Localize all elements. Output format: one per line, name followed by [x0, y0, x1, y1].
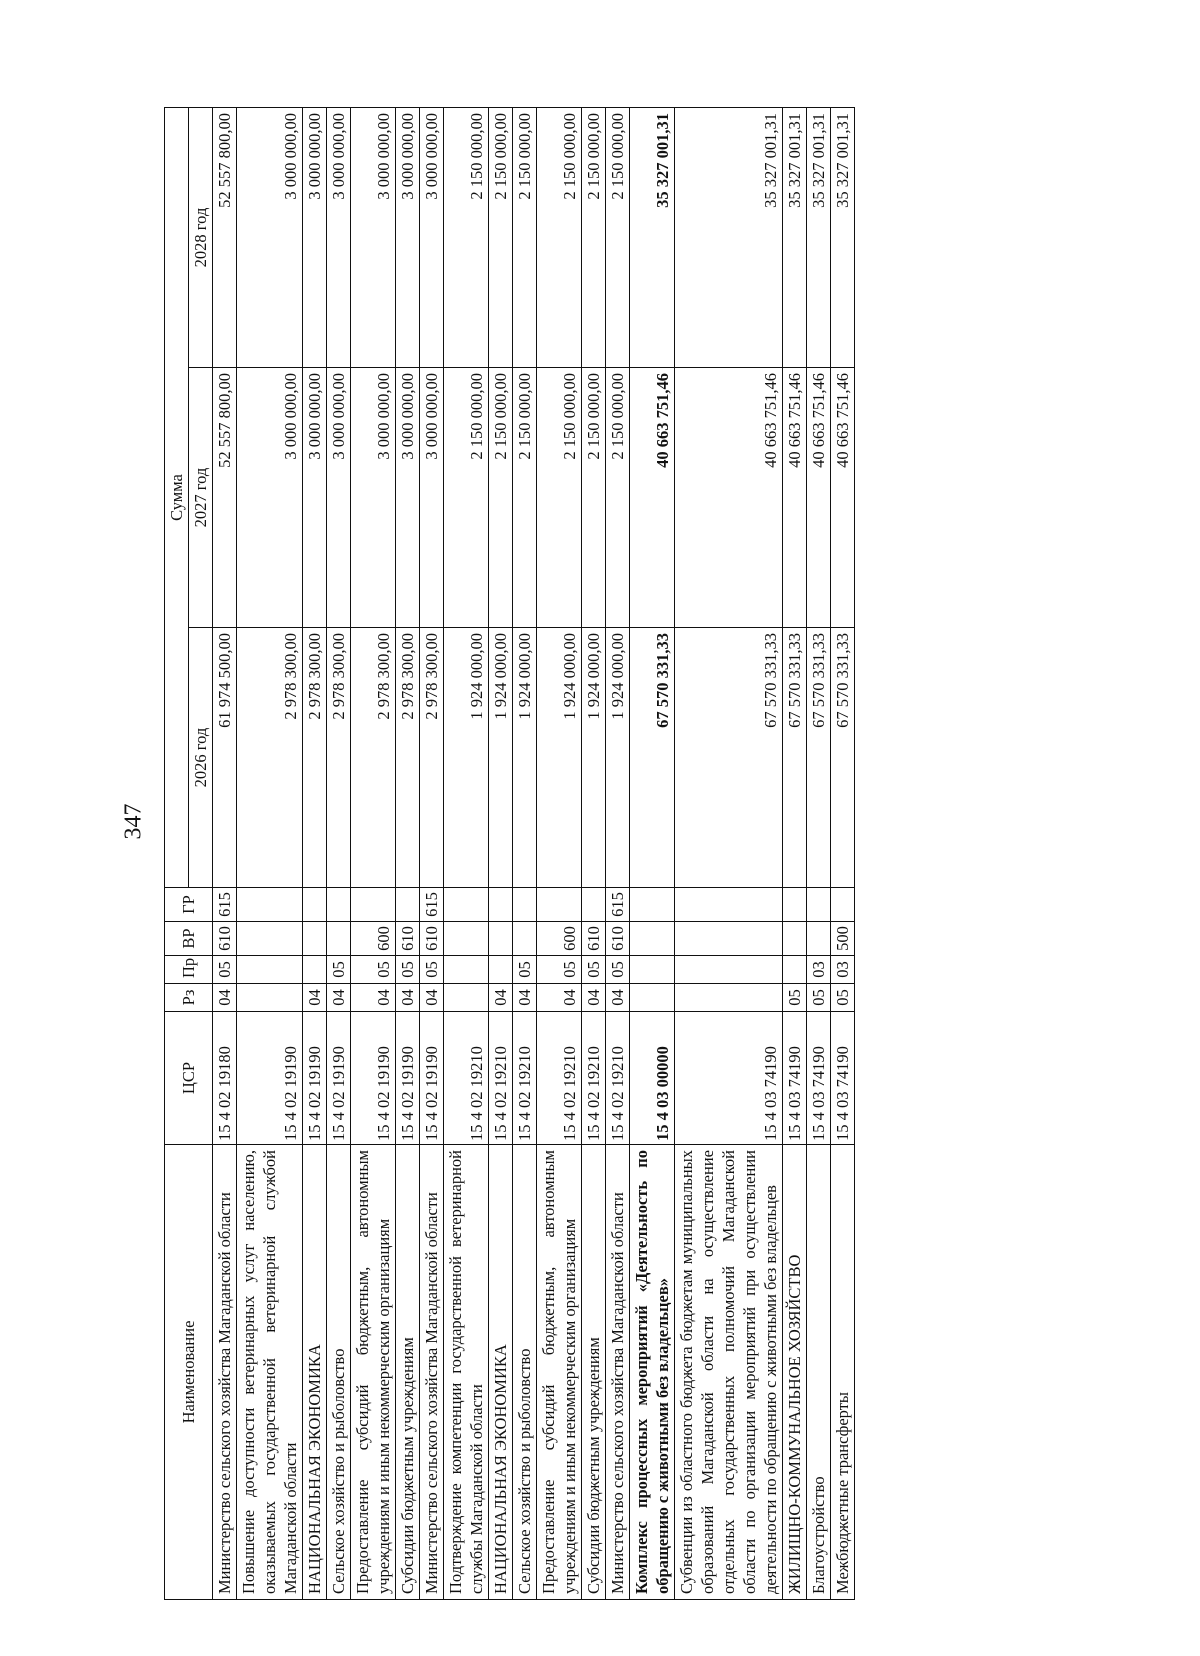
- cell-name: НАЦИОНАЛЬНАЯ ЭКОНОМИКА: [303, 1145, 327, 1600]
- cell-2026: 67 570 331,33: [831, 628, 855, 888]
- header-gr: ГР: [165, 888, 213, 922]
- cell-2028: 52 557 800,00: [213, 107, 237, 367]
- cell-csr: 15 4 02 19190: [303, 1012, 327, 1145]
- cell-name: Министерство сельского хозяйства Магаданской области: [213, 1145, 237, 1600]
- cell-2026: 2 978 300,00: [303, 628, 327, 888]
- cell-pr: [444, 956, 489, 984]
- cell-csr: 15 4 03 74190: [675, 1012, 783, 1145]
- cell-rz: [237, 984, 303, 1012]
- cell-2027: 3 000 000,00: [396, 368, 420, 628]
- cell-vr: [675, 922, 783, 956]
- cell-csr: 15 4 02 19190: [327, 1012, 351, 1145]
- cell-2027: 2 150 000,00: [537, 368, 582, 628]
- header-csr: ЦСР: [165, 1012, 213, 1145]
- cell-gr: [327, 888, 351, 922]
- cell-csr: 15 4 02 19190: [396, 1012, 420, 1145]
- budget-sheet: [164, 84, 1114, 1600]
- table-row: [327, 107, 351, 1599]
- cell-csr: 15 4 02 19180: [213, 1012, 237, 1145]
- cell-gr: [444, 888, 489, 922]
- cell-name: Субвенции из областного бюджета бюджетам муниципальных образований Магаданской области на осуществление отдельных государственных полномочий Магаданской области по организации мероприятий при осуществлении деятельности по обращению с животными без владельцев: [675, 1145, 783, 1600]
- table-row: [351, 107, 396, 1599]
- table-row: [582, 107, 606, 1599]
- cell-rz: 04: [606, 984, 630, 1012]
- cell-2026: 1 924 000,00: [513, 628, 537, 888]
- header-sum: Сумма: [165, 107, 189, 887]
- table-row: [675, 107, 783, 1599]
- cell-vr: 610: [420, 922, 444, 956]
- cell-name: Министерство сельского хозяйства Магаданской области: [420, 1145, 444, 1600]
- cell-2028: 2 150 000,00: [582, 107, 606, 367]
- cell-rz: 05: [807, 984, 831, 1012]
- cell-csr: 15 4 02 19190: [351, 1012, 396, 1145]
- cell-2028: 2 150 000,00: [537, 107, 582, 367]
- cell-name: НАЦИОНАЛЬНАЯ ЭКОНОМИКА: [489, 1145, 513, 1600]
- cell-pr: 05: [582, 956, 606, 984]
- cell-gr: [351, 888, 396, 922]
- cell-rz: 04: [537, 984, 582, 1012]
- cell-rz: 04: [420, 984, 444, 1012]
- cell-2026: 2 978 300,00: [351, 628, 396, 888]
- cell-gr: [831, 888, 855, 922]
- cell-2026: 1 924 000,00: [444, 628, 489, 888]
- table-row: [489, 107, 513, 1599]
- table-row: [213, 107, 237, 1599]
- table-row: [606, 107, 630, 1599]
- cell-2027: 3 000 000,00: [351, 368, 396, 628]
- cell-2027: 52 557 800,00: [213, 368, 237, 628]
- cell-rz: 04: [213, 984, 237, 1012]
- cell-2028: 35 327 001,31: [807, 107, 831, 367]
- cell-2026: 67 570 331,33: [783, 628, 807, 888]
- table-row: [303, 107, 327, 1599]
- cell-name: Сельское хозяйство и рыболовство: [513, 1145, 537, 1600]
- cell-rz: [630, 984, 675, 1012]
- cell-2026: 61 974 500,00: [213, 628, 237, 888]
- cell-2026: 2 978 300,00: [327, 628, 351, 888]
- cell-2028: 3 000 000,00: [420, 107, 444, 367]
- header-2027: 2027 год: [189, 368, 213, 628]
- cell-gr: [582, 888, 606, 922]
- cell-2026: 1 924 000,00: [489, 628, 513, 888]
- cell-pr: [630, 956, 675, 984]
- cell-pr: 03: [807, 956, 831, 984]
- cell-csr: 15 4 02 19190: [237, 1012, 303, 1145]
- cell-2027: 40 663 751,46: [630, 368, 675, 628]
- cell-csr: 15 4 02 19210: [444, 1012, 489, 1145]
- cell-2028: 3 000 000,00: [396, 107, 420, 367]
- cell-rz: 04: [396, 984, 420, 1012]
- table-row: [396, 107, 420, 1599]
- cell-pr: 05: [420, 956, 444, 984]
- cell-rz: 04: [513, 984, 537, 1012]
- cell-2028: 35 327 001,31: [630, 107, 675, 367]
- cell-gr: 615: [213, 888, 237, 922]
- cell-gr: [537, 888, 582, 922]
- cell-pr: [237, 956, 303, 984]
- cell-pr: 03: [831, 956, 855, 984]
- cell-csr: 15 4 02 19210: [513, 1012, 537, 1145]
- table-body: [213, 107, 855, 1599]
- header-pr: Пр: [165, 956, 213, 984]
- cell-name: Повышение доступности ветеринарных услуг населению, оказываемых государственной ветеринарной службой Магаданской области: [237, 1145, 303, 1600]
- header-2028: 2028 год: [189, 107, 213, 367]
- cell-rz: 04: [303, 984, 327, 1012]
- cell-2027: 2 150 000,00: [489, 368, 513, 628]
- cell-gr: [237, 888, 303, 922]
- cell-vr: 500: [831, 922, 855, 956]
- cell-gr: [396, 888, 420, 922]
- cell-2027: 3 000 000,00: [237, 368, 303, 628]
- cell-name: Подтверждение компетенции государственной ветеринарной службы Магаданской области: [444, 1145, 489, 1600]
- cell-2028: 35 327 001,31: [783, 107, 807, 367]
- cell-gr: [489, 888, 513, 922]
- cell-vr: [303, 922, 327, 956]
- cell-vr: 610: [396, 922, 420, 956]
- cell-gr: [783, 888, 807, 922]
- header-vr: ВР: [165, 922, 213, 956]
- cell-2028: 3 000 000,00: [237, 107, 303, 367]
- cell-name: Сельское хозяйство и рыболовство: [327, 1145, 351, 1600]
- cell-2027: 2 150 000,00: [606, 368, 630, 628]
- cell-2026: 67 570 331,33: [630, 628, 675, 888]
- cell-csr: 15 4 03 74190: [783, 1012, 807, 1145]
- cell-csr: 15 4 02 19210: [582, 1012, 606, 1145]
- cell-2026: 2 978 300,00: [396, 628, 420, 888]
- table-row: [513, 107, 537, 1599]
- cell-pr: 05: [606, 956, 630, 984]
- cell-2027: 40 663 751,46: [831, 368, 855, 628]
- cell-2027: 3 000 000,00: [303, 368, 327, 628]
- cell-pr: 05: [396, 956, 420, 984]
- cell-csr: 15 4 03 74190: [807, 1012, 831, 1145]
- cell-vr: 610: [213, 922, 237, 956]
- table-row: [807, 107, 831, 1599]
- cell-pr: [303, 956, 327, 984]
- cell-2028: 3 000 000,00: [351, 107, 396, 367]
- cell-2027: 3 000 000,00: [327, 368, 351, 628]
- cell-rz: 04: [582, 984, 606, 1012]
- cell-vr: [237, 922, 303, 956]
- cell-2027: 40 663 751,46: [675, 368, 783, 628]
- cell-vr: [630, 922, 675, 956]
- cell-pr: 05: [351, 956, 396, 984]
- cell-rz: 04: [327, 984, 351, 1012]
- cell-2026: 1 924 000,00: [537, 628, 582, 888]
- cell-2026: 67 570 331,33: [675, 628, 783, 888]
- budget-table: [164, 107, 855, 1600]
- table-row: [783, 107, 807, 1599]
- cell-gr: 615: [606, 888, 630, 922]
- header-2026: 2026 год: [189, 628, 213, 888]
- header-rz: Рз: [165, 984, 213, 1012]
- cell-vr: [807, 922, 831, 956]
- cell-csr: 15 4 02 19210: [606, 1012, 630, 1145]
- cell-2026: 1 924 000,00: [582, 628, 606, 888]
- cell-name: ЖИЛИЩНО-КОММУНАЛЬНОЕ ХОЗЯЙСТВО: [783, 1145, 807, 1600]
- cell-csr: 15 4 02 19210: [489, 1012, 513, 1145]
- cell-2028: 3 000 000,00: [327, 107, 351, 367]
- cell-pr: [783, 956, 807, 984]
- page-number: 347: [120, 803, 147, 840]
- cell-csr: 15 4 03 00000: [630, 1012, 675, 1145]
- cell-vr: 600: [537, 922, 582, 956]
- cell-rz: [675, 984, 783, 1012]
- cell-2028: 2 150 000,00: [444, 107, 489, 367]
- cell-gr: [303, 888, 327, 922]
- cell-rz: 04: [351, 984, 396, 1012]
- cell-vr: [783, 922, 807, 956]
- cell-vr: [513, 922, 537, 956]
- cell-vr: [327, 922, 351, 956]
- cell-name: Предоставление субсидий бюджетным, автономным учреждениям и иным некоммерческим организациям: [351, 1145, 396, 1600]
- cell-name: Предоставление субсидий бюджетным, автономным учреждениям и иным некоммерческим организациям: [537, 1145, 582, 1600]
- cell-csr: 15 4 03 74190: [831, 1012, 855, 1145]
- cell-rz: 05: [831, 984, 855, 1012]
- table-row: [237, 107, 303, 1599]
- cell-2028: 35 327 001,31: [831, 107, 855, 367]
- cell-pr: [489, 956, 513, 984]
- cell-vr: [444, 922, 489, 956]
- cell-2027: 2 150 000,00: [582, 368, 606, 628]
- cell-rz: 04: [489, 984, 513, 1012]
- cell-2027: 2 150 000,00: [444, 368, 489, 628]
- table-row: [444, 107, 489, 1599]
- cell-vr: [489, 922, 513, 956]
- cell-2027: 2 150 000,00: [513, 368, 537, 628]
- cell-csr: 15 4 02 19190: [420, 1012, 444, 1145]
- cell-2027: 40 663 751,46: [807, 368, 831, 628]
- cell-pr: 05: [537, 956, 582, 984]
- cell-2027: 40 663 751,46: [783, 368, 807, 628]
- cell-name: Министерство сельского хозяйства Магаданской области: [606, 1145, 630, 1600]
- cell-rz: 05: [783, 984, 807, 1012]
- cell-2026: 67 570 331,33: [807, 628, 831, 888]
- cell-2027: 3 000 000,00: [420, 368, 444, 628]
- header-row: [165, 107, 189, 1599]
- table-row: [831, 107, 855, 1599]
- table-row: [630, 107, 675, 1599]
- table-row: [420, 107, 444, 1599]
- cell-rz: [444, 984, 489, 1012]
- cell-name: Субсидии бюджетным учреждениям: [396, 1145, 420, 1600]
- cell-vr: 610: [606, 922, 630, 956]
- cell-pr: 05: [513, 956, 537, 984]
- cell-pr: 05: [327, 956, 351, 984]
- cell-name: Межбюджетные трансферты: [831, 1145, 855, 1600]
- cell-2028: 2 150 000,00: [489, 107, 513, 367]
- cell-gr: [675, 888, 783, 922]
- cell-name: Благоустройство: [807, 1145, 831, 1600]
- cell-pr: 05: [213, 956, 237, 984]
- cell-name: Комплекс процессных мероприятий «Деятельность по обращению с животными без владельцев»: [630, 1145, 675, 1600]
- cell-2026: 1 924 000,00: [606, 628, 630, 888]
- cell-2026: 2 978 300,00: [420, 628, 444, 888]
- cell-2028: 35 327 001,31: [675, 107, 783, 367]
- cell-gr: [513, 888, 537, 922]
- cell-2028: 3 000 000,00: [303, 107, 327, 367]
- cell-name: Субсидии бюджетным учреждениям: [582, 1145, 606, 1600]
- cell-vr: 600: [351, 922, 396, 956]
- cell-gr: [630, 888, 675, 922]
- cell-vr: 610: [582, 922, 606, 956]
- cell-pr: [675, 956, 783, 984]
- cell-2028: 2 150 000,00: [606, 107, 630, 367]
- cell-2028: 2 150 000,00: [513, 107, 537, 367]
- header-name: Наименование: [165, 1145, 213, 1600]
- cell-gr: 615: [420, 888, 444, 922]
- cell-gr: [807, 888, 831, 922]
- cell-csr: 15 4 02 19210: [537, 1012, 582, 1145]
- cell-2026: 2 978 300,00: [237, 628, 303, 888]
- table-row: [537, 107, 582, 1599]
